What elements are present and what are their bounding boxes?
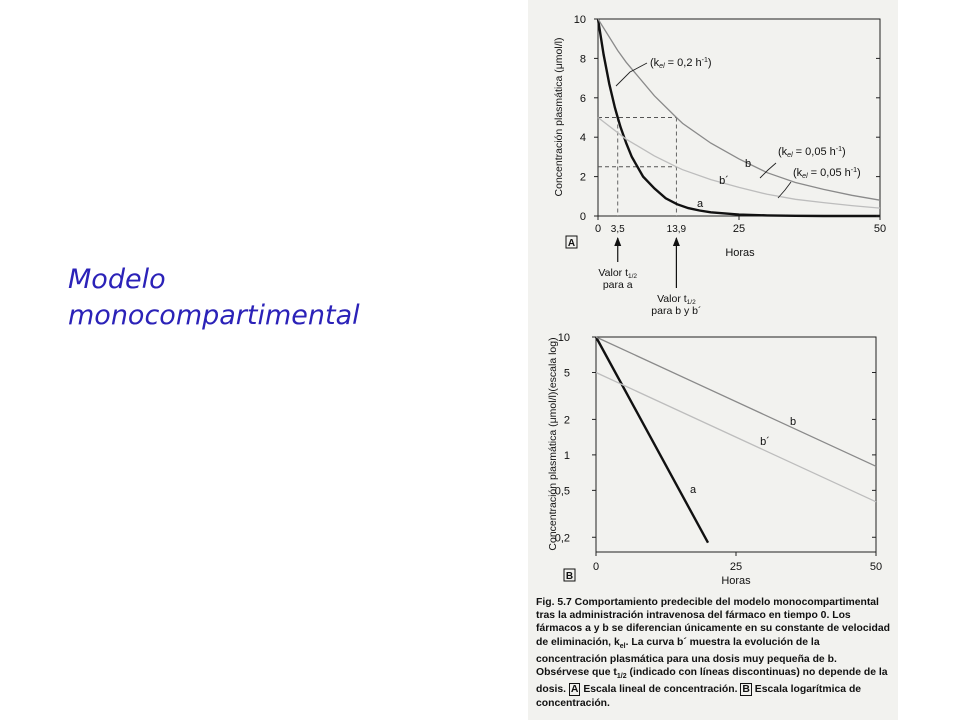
y-tick-label: 10: [557, 332, 570, 344]
caption-rest2: . La curva b´ muestra la evolución de la concentración plasmática para una dosis muy pequeña de b. Obsérvese que t: [536, 636, 837, 679]
series-label-b-prime: b´: [760, 436, 770, 448]
x-tick-label: 0: [592, 561, 600, 573]
y-tick-label: 0,2: [554, 532, 570, 545]
figure-caption: [536, 596, 892, 710]
caption-scale-a: Escala lineal de concentración.: [580, 684, 741, 696]
caption-box-a: A: [570, 684, 579, 696]
series-label-b: b: [789, 416, 797, 428]
caption-rest3: (indicado con líneas discontinuas) no depende de la dosis.: [536, 667, 888, 696]
caption-t-sub: 1/2: [616, 673, 627, 681]
slide-title: [68, 262, 468, 334]
y-tick-label: 0,5: [554, 485, 570, 498]
y-tick-label: 2: [563, 414, 570, 427]
x-tick-label: 0: [594, 223, 602, 235]
panel-a-label: A: [567, 238, 576, 249]
y-tick-label: 10: [573, 14, 586, 26]
series-label-a: a: [689, 484, 697, 496]
x-tick-label: 25: [732, 223, 746, 235]
caption-scale-b: Escala logarítmica de concentración.: [536, 684, 862, 709]
y-tick-label: 2: [579, 171, 586, 184]
y-tick-label: 4: [579, 132, 586, 145]
slide-title-line1: Modelo: [68, 264, 166, 295]
x-tick-label: 25: [729, 561, 743, 573]
series-label-b: b: [744, 158, 752, 170]
arrow-caption-line2: para b y b´: [651, 305, 702, 317]
x-tick-label: 13,9: [666, 224, 687, 235]
caption-bold: Fig. 5.7 Comportamiento predecible del modelo monocompartimental tras la administración intravenosa del fármaco en tiempo 0.: [536, 597, 879, 622]
y-tick-label: 1: [563, 449, 570, 462]
x-tick-label: 50: [873, 223, 887, 235]
caption-box-b: B: [742, 684, 750, 696]
arrow-caption-line2: para a: [602, 279, 633, 291]
caption-rest: Los fármacos a y b se diferencian únicamente en su constante de velocidad de eliminación, k: [536, 610, 890, 648]
y-axis-label: Concentración plasmática (μmol/l): [553, 37, 565, 197]
series-label-a: a: [696, 198, 704, 210]
x-axis-label: Horas: [725, 247, 755, 259]
slide-title-line2: monocompartimental: [68, 300, 360, 331]
x-tick-label: 50: [869, 561, 883, 573]
y-tick-label: 6: [579, 92, 586, 105]
panel-b-label: B: [565, 571, 574, 582]
series-label-b-prime: b´: [719, 175, 729, 187]
y-tick-label: 5: [563, 367, 570, 380]
y-tick-label: 8: [579, 53, 586, 66]
arrow-caption-line1: Valor t1/2: [657, 293, 696, 306]
k-annotation: (kel = 0,05 $h^{-1}$): [793, 167, 861, 180]
arrow-caption-line1: Valor t1/2: [598, 267, 638, 280]
caption-k-sub: el: [619, 642, 626, 650]
k-annotation: (kel = 0,2 $h^{-1}$): [650, 57, 712, 70]
y-axis-label: Concentración plasmática (μmol/l)(escala log): [547, 337, 559, 551]
x-axis-label: Horas: [721, 575, 751, 587]
k-annotation: (kel = 0,05 $h^{-1}$): [778, 146, 846, 159]
y-tick-label: 0: [579, 211, 586, 223]
x-tick-label: 3,5: [610, 224, 625, 235]
